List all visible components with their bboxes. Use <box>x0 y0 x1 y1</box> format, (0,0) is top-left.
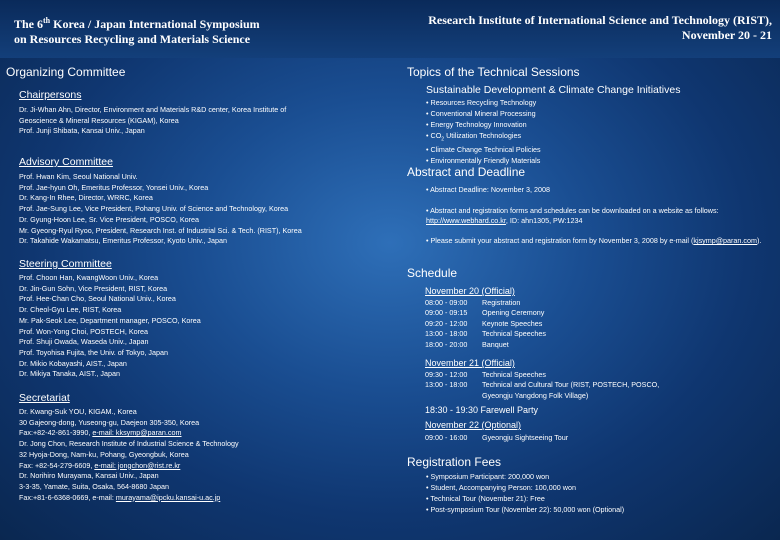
abstract-deadline: • Abstract Deadline: November 3, 2008 <box>426 185 550 194</box>
schedule-row <box>425 319 775 329</box>
schedule-row <box>425 329 775 339</box>
committee-line: Dr. Mikiya Tanaka, AIST., Japan <box>19 369 120 379</box>
committee-line: Dr. Takahide Wakamatsu, Emeritus Professor, Kyoto Univ., Japan <box>19 236 227 246</box>
committee-line: Fax:+82-42-861-3990, e-mail: kksymp@paran.com <box>19 428 182 438</box>
chairpersons-title: Chairpersons <box>19 89 82 101</box>
topic-item: • Energy Technology Innovation <box>426 119 527 129</box>
committee-line: Prof. Shuji Owada, Waseda Univ., Japan <box>19 337 149 347</box>
topics-list <box>426 98 766 167</box>
schedule-row <box>425 433 775 443</box>
schedule-event: Gyeongju Yangdong Folk Village) <box>482 390 589 400</box>
schedule-title: Schedule <box>407 266 458 280</box>
schedule-time: 09:00 - 09:15 <box>425 308 468 318</box>
abstract-section <box>426 185 776 247</box>
topic-item: • Conventional Mineral Processing <box>426 108 536 118</box>
fees-title: Registration Fees <box>407 455 502 469</box>
committee-line: Prof. Jae-Sung Lee, Vice President, Pohang Univ. of Science and Technology, Korea <box>19 204 289 214</box>
schedule-event: Technical Speeches <box>482 370 546 379</box>
advisory-title: Advisory Committee <box>19 156 113 168</box>
committee-line: Dr. Norihiro Murayama, Kansai Univ., Japan <box>19 471 159 481</box>
venue-date: Research Institute of International Science and Technology (RIST), November 20 - 21 <box>428 13 772 42</box>
committee-line: Prof. Hwan Kim, Seoul National Univ. <box>19 172 138 181</box>
topics-title: Topics of the Technical Sessions <box>407 65 580 79</box>
chairpersons-list <box>19 105 399 137</box>
schedule-day3 <box>425 420 775 443</box>
steering-section <box>19 258 399 380</box>
schedule-time: 08:00 - 09:00 <box>425 298 468 307</box>
schedule-day2 <box>425 358 775 415</box>
chairpersons-section <box>19 89 399 137</box>
topics-subtitle: Sustainable Development & Climate Change Initiatives <box>426 84 681 96</box>
webhard-link[interactable]: http://www.webhard.co.kr <box>426 216 506 226</box>
committee-line: Prof. Choon Han, KwangWoon Univ., Korea <box>19 273 159 282</box>
schedule-row <box>425 391 775 401</box>
email-link[interactable]: e-mail: jongchon@rist.re.kr <box>94 460 181 470</box>
fee-item: • Student, Accompanying Person: 100,000 won <box>426 482 576 492</box>
fees-list <box>426 472 624 516</box>
schedule-row <box>425 308 775 318</box>
fee-item: • Symposium Participant: 200,000 won <box>426 472 550 481</box>
committee-line: 30 Gajeong-dong, Yuseong-gu, Daejeon 305-350, Korea <box>19 417 200 427</box>
schedule-time: 09:20 - 12:00 <box>425 318 468 328</box>
schedule-time: 13:00 - 18:00 <box>425 329 468 339</box>
schedule-day1 <box>425 286 775 350</box>
symposium-email-link[interactable]: kjsymp@paran.com <box>693 236 757 246</box>
day2-table <box>425 370 775 401</box>
committee-line: Geoscience & Mineral Resources (KIGAM), Korea <box>19 115 179 125</box>
schedule-row <box>425 298 775 308</box>
schedule-event: Opening Ceremony <box>482 308 545 318</box>
topic-item: • Resources Recycling Technology <box>426 98 537 107</box>
abstract-submit: • Please submit your abstract and registration form by November 3, 2008 by e-mail (kjsymp@paran.com). <box>426 236 762 246</box>
steering-title: Steering Committee <box>19 258 112 270</box>
day3-label: November 22 (Optional) <box>425 420 522 430</box>
schedule-event: Banquet <box>482 339 509 349</box>
schedule-time: 18:00 - 20:00 <box>425 339 468 349</box>
schedule-row <box>425 380 775 390</box>
topic-item: • $CO_2$ Utilization Technologies <box>426 130 522 143</box>
day1-table <box>425 298 775 350</box>
committee-line: Prof. Won-Yong Choi, POSTECH, Korea <box>19 326 149 336</box>
committee-line: Dr. Gyung-Hoon Lee, Sr. Vice President, POSCO, Korea <box>19 214 200 224</box>
committee-line: Dr. Jong Chon, Research Institute of Industrial Science & Technology <box>19 439 239 449</box>
symposium-title: The 6th Korea / Japan International Symposium on Resources Recycling and Materials Science <box>14 16 260 46</box>
committee-line: Dr. Mikio Kobayashi, AIST., Japan <box>19 358 127 368</box>
secretariat-section <box>19 392 399 503</box>
schedule-event: Technical Speeches <box>482 329 546 339</box>
schedule-time: 13:00 - 18:00 <box>425 380 468 390</box>
committee-line: Mr. Gyeong-Ryul Ryoo, President, Research Inst. of Industrial Sci. & Tech. (RIST), Korea <box>19 225 302 235</box>
schedule-time: 09:00 - 16:00 <box>425 433 468 442</box>
committee-line: Dr. Ji-Whan Ahn, Director, Environment and Materials R&D center, Korea Institute of <box>19 105 287 114</box>
committee-line: Prof. Toyohisa Fujita, the Univ. of Tokyo, Japan <box>19 347 169 357</box>
topic-item: • Environmentally Friendly Materials <box>426 155 541 165</box>
committee-line: 3-3-35, Yamate, Suita, Osaka, 564-8680 Japan <box>19 481 169 491</box>
email-link[interactable]: e-mail: kksymp@paran.com <box>92 428 182 438</box>
schedule-time: 09:30 - 12:00 <box>425 370 468 379</box>
committee-line: Dr. Kwang-Suk YOU, KIGAM., Korea <box>19 407 137 416</box>
abstract-forms: • Abstract and registration forms and schedules can be downloaded on a website as follows: http://www.webhard.co.kr, ID: ahn1305, PW:1234 <box>426 205 719 226</box>
day1-label: November 20 (Official) <box>425 286 515 296</box>
committee-line: Fax:+81-6-6368-0669, e-mail: murayama@ipcku.kansai-u.ac.jp <box>19 492 221 502</box>
schedule-row <box>425 370 775 380</box>
committee-line: Prof. Junji Shibata, Kansai Univ., Japan <box>19 126 145 136</box>
schedule-event: Keynote Speeches <box>482 318 543 328</box>
schedule-event: Technical and Cultural Tour (RIST, POSTECH, POSCO, <box>482 380 660 390</box>
steering-list <box>19 273 399 380</box>
email-link[interactable]: murayama@ipcku.kansai-u.ac.jp <box>115 492 221 502</box>
committee-line: Mr. Pak-Seok Lee, Department manager, POSCO, Korea <box>19 315 201 325</box>
committee-line: Dr. Kang-In Rhee, Director, WRRC, Korea <box>19 193 153 203</box>
abstract-title: Abstract and Deadline <box>407 165 526 179</box>
advisory-section <box>19 156 399 247</box>
committee-line: 32 Hyoja-Dong, Nam-ku, Pohang, Gyeongbuk, Korea <box>19 449 189 459</box>
topic-item: • Climate Change Technical Policies <box>426 145 541 155</box>
schedule-event: Gyeongju Sightseeing Tour <box>482 433 569 442</box>
fee-item: • Technical Tour (November 21): Free <box>426 493 545 503</box>
schedule-time <box>425 391 482 401</box>
schedule-row <box>425 340 775 350</box>
committee-line: Fax: +82-54-279-6609, e-mail: jongchon@rist.re.kr <box>19 460 181 470</box>
secretariat-list <box>19 407 399 503</box>
committee-line: Prof. Hee-Chan Cho, Seoul National Univ., Korea <box>19 294 176 304</box>
day3-table <box>425 433 775 443</box>
advisory-list <box>19 172 399 247</box>
schedule-event: Registration <box>482 298 521 307</box>
organizing-committee-title: Organizing Committee <box>6 65 126 79</box>
committee-line: Dr. Cheol-Gyu Lee, RIST, Korea <box>19 305 122 315</box>
fee-item: • Post-symposium Tour (November 22): 50,000 won (Optional) <box>426 504 625 514</box>
committee-line: Dr. Jin-Gun Sohn, Vice President, RIST, Korea <box>19 283 168 293</box>
committee-line: Prof. Jae-hyun Oh, Emeritus Professor, Yonsei Univ., Korea <box>19 182 209 192</box>
farewell-party: 18:30 - 19:30 Farewell Party <box>425 405 539 416</box>
secretariat-title: Secretariat <box>19 392 70 404</box>
topics-section <box>426 84 766 167</box>
day2-label: November 21 (Official) <box>425 358 515 368</box>
